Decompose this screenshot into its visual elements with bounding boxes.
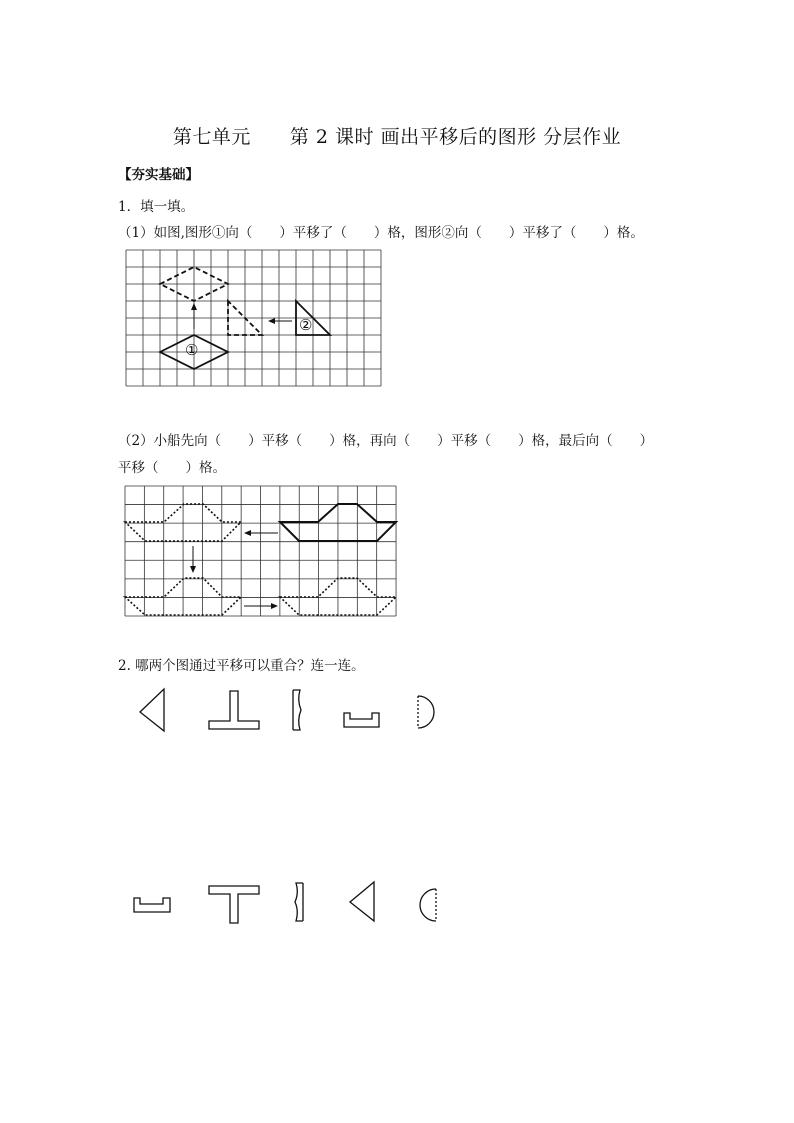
question-2-heading: 2. 哪两个图通过平移可以重合？连一连。 [118, 658, 365, 674]
figure-label-2: ② [299, 316, 313, 334]
shape-channel-top [344, 713, 379, 727]
boat-dotted-3 [280, 578, 396, 615]
boat-dotted-1 [125, 504, 241, 541]
section-heading: 【夯实基础】 [118, 167, 199, 183]
shape-brace-top [293, 690, 301, 730]
figure-label-1: ① [185, 341, 199, 359]
shape-flag-bottom [350, 882, 374, 921]
shape-half-circle-bottom [420, 889, 436, 921]
shape-t-bottom [209, 886, 259, 923]
question-1-part-2-line-2: 平移（ ）格。 [118, 460, 226, 476]
shape-brace-bottom [295, 883, 303, 921]
dashed-rhombus [160, 267, 228, 301]
question-1-part-1: （1）如图,图形①向（ ）平移了（ ）格，图形②向（ ）平移了（ ）格。 [118, 225, 644, 241]
boat-original [280, 504, 396, 541]
grid-2-lines [125, 486, 396, 616]
question-1-part-2-line-1: （2）小船先向（ ）平移（ ）格，再向（ ）平移（ ）格，最后向（ ） [118, 433, 654, 449]
question-1-heading: 1．填一填。 [118, 199, 195, 215]
page-title: 第七单元 第 2 课时 画出平移后的图形 分层作业 [172, 126, 622, 148]
shape-flag-top [140, 689, 164, 731]
dashed-triangle [228, 301, 262, 335]
boat-dotted-2 [125, 578, 241, 615]
shape-channel-bottom [134, 898, 170, 912]
shape-t-inverted-top [209, 691, 259, 729]
grid-1-lines [126, 250, 381, 386]
shape-half-circle-top [418, 696, 434, 728]
